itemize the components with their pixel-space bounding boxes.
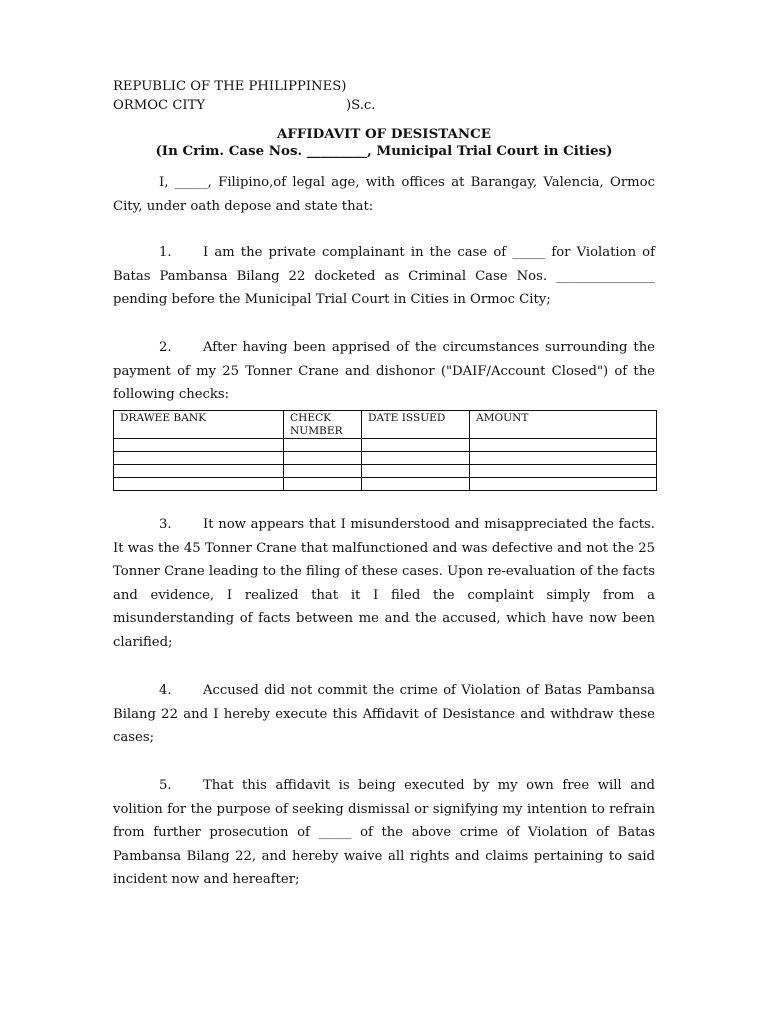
table-cell: [284, 478, 362, 491]
paragraph-4: [113, 679, 655, 750]
column-header: DATE ISSUED: [362, 411, 470, 439]
checks-table: [113, 410, 657, 491]
paragraph-number: 5.: [159, 778, 172, 793]
table-cell: [114, 478, 284, 491]
paragraph-number: 4.: [159, 683, 172, 698]
paragraph-text: After having been apprised of the circumstances surrounding the payment of my 25 Tonner Crane and dishonor ("DAIF/Account Closed") of the following checks:: [113, 340, 655, 403]
column-header: CHECK NUMBER: [284, 411, 362, 439]
caption-city: ORMOC CITY: [113, 98, 206, 113]
table-cell: [284, 452, 362, 465]
table-cell: [284, 439, 362, 452]
paragraph-text: Accused did not commit the crime of Violation of Batas Pambansa Bilang 22 and I hereby execute this Affidavit of Desistance and withdraw these cases;: [113, 683, 655, 746]
table-cell: [114, 439, 284, 452]
column-header: AMOUNT: [470, 411, 657, 439]
document-subtitle: (In Crim. Case Nos. _________, Municipal Trial Court in Cities): [155, 143, 613, 159]
table-cell: [284, 465, 362, 478]
table-cell: [362, 478, 470, 491]
paragraph-number: 3.: [159, 517, 172, 532]
paragraph-1: [113, 241, 655, 312]
table-cell: [362, 452, 470, 465]
table-header-row: [114, 411, 657, 439]
paragraph-number: 1.: [159, 245, 172, 260]
paragraph-text: I am the private complainant in the case of _____ for Violation of Batas Pambansa Bilang 22 docketed as Criminal Case Nos. _______________ pending before the Municipal Trial Court in Cities in Ormoc City;: [113, 245, 655, 308]
table-row: [114, 452, 657, 465]
paragraph-5: [113, 774, 655, 892]
table-cell: [362, 465, 470, 478]
intro-paragraph: I, _____, Filipino,of legal age, with offices at Barangay, Valencia, Ormoc City, under oath depose and state that:: [113, 175, 655, 214]
table-row: [114, 439, 657, 452]
table-cell: [470, 439, 657, 452]
column-header: DRAWEE BANK: [114, 411, 284, 439]
paragraph-3: [113, 513, 655, 655]
table-cell: [114, 452, 284, 465]
paragraph-2: [113, 336, 655, 407]
table-row: [114, 465, 657, 478]
document-title: AFFIDAVIT OF DESISTANCE: [277, 126, 491, 142]
table-cell: [114, 465, 284, 478]
table-cell: [470, 452, 657, 465]
paragraph-number: 2.: [159, 340, 172, 355]
table-cell: [470, 465, 657, 478]
paragraph-text: It now appears that I misunderstood and misappreciated the facts. It was the 45 Tonner Crane that malfunctioned and was defective and not the 25 Tonner Crane leading to the filing of these cases. Upon re-evaluation of the facts and evidence, I realized that it I filed the complaint simply from a misunderstanding of facts between me and the accused, which have now been clarified;: [113, 517, 655, 650]
caption-republic: REPUBLIC OF THE PHILIPPINES): [113, 79, 347, 94]
caption-sc: )S.c.: [346, 98, 376, 113]
paragraph-text: That this affidavit is being executed by my own free will and volition for the purpose of seeking dismissal or signifying my intention to refrain from further prosecution of _____ of the above crime of Violation of Batas Pambansa Bilang 22, and hereby waive all rights and claims pertaining to said incident now and hereafter;: [113, 778, 655, 888]
table-cell: [362, 439, 470, 452]
table-row: [114, 478, 657, 491]
table-cell: [470, 478, 657, 491]
